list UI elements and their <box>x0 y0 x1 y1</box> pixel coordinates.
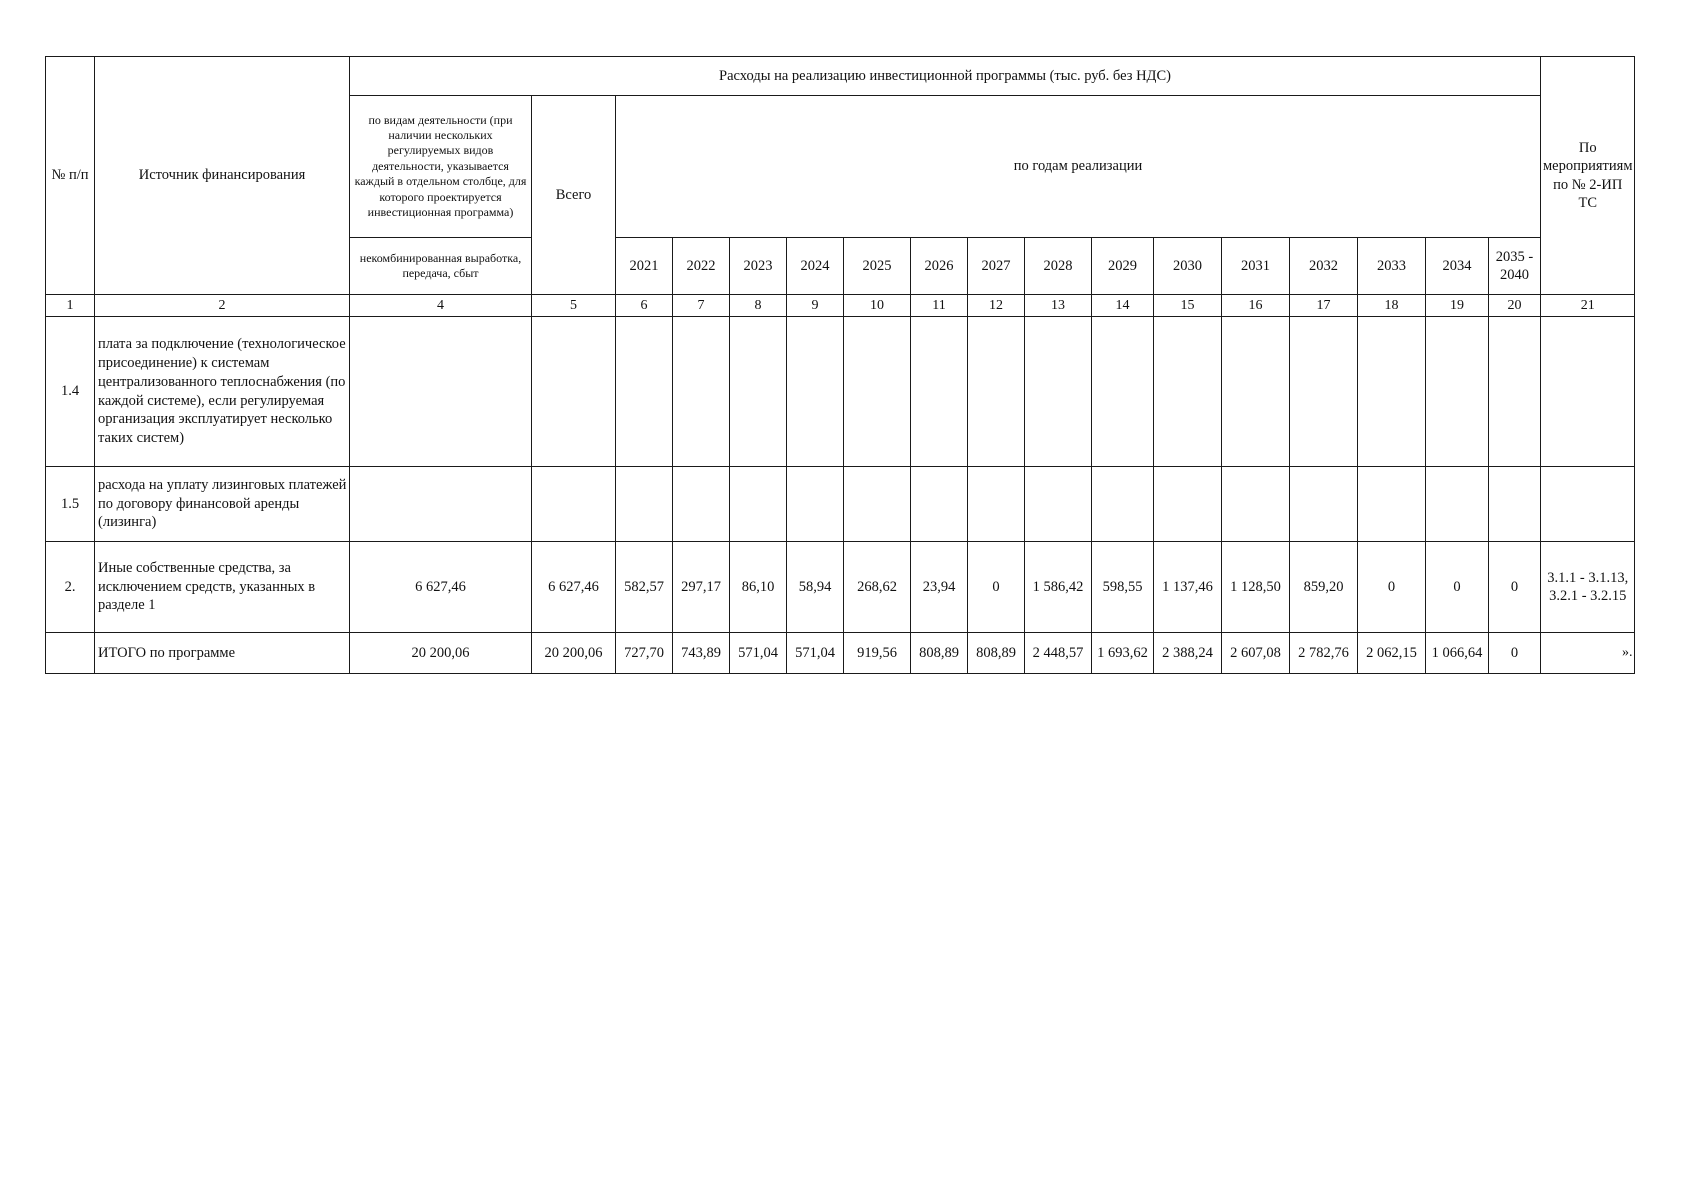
header-year-12: 2033 <box>1358 238 1426 295</box>
row-activity-value: 20 200,06 <box>350 633 532 674</box>
row-year-value <box>673 317 730 467</box>
closing-quote-mark: ». <box>1622 645 1633 660</box>
column-number: 10 <box>844 295 911 317</box>
row-measures <box>1541 467 1635 542</box>
row-num: 1.5 <box>46 467 95 542</box>
row-source: расхода на уплату лизинговых платежей по договору финансовой аренды (лизинга) <box>95 467 350 542</box>
column-number: 17 <box>1290 295 1358 317</box>
row-year-value: 808,89 <box>968 633 1025 674</box>
row-year-value <box>1290 467 1358 542</box>
row-year-value <box>616 317 673 467</box>
row-year-value <box>1290 317 1358 467</box>
row-source: ИТОГО по программе <box>95 633 350 674</box>
row-year-value <box>730 317 787 467</box>
header-year-4: 2025 <box>844 238 911 295</box>
column-number: 2 <box>95 295 350 317</box>
header-expenses: Расходы на реализацию инвестиционной программы (тыс. руб. без НДС) <box>350 57 1541 96</box>
row-year-value <box>616 467 673 542</box>
row-year-value: 268,62 <box>844 542 911 633</box>
row-year-value: 598,55 <box>1092 542 1154 633</box>
header-activity-type: некомбинированная выработка, передача, сбыт <box>350 238 532 295</box>
row-year-value <box>673 467 730 542</box>
investment-expenses-table <box>45 56 1635 674</box>
row-year-value <box>844 467 911 542</box>
row-year-value <box>1358 317 1426 467</box>
column-number: 16 <box>1222 295 1290 317</box>
row-year-value: 2 607,08 <box>1222 633 1290 674</box>
header-year-8: 2029 <box>1092 238 1154 295</box>
header-row-1 <box>46 57 1635 96</box>
row-activity-value <box>350 317 532 467</box>
row-year-value: 808,89 <box>911 633 968 674</box>
row-year-value: 582,57 <box>616 542 673 633</box>
row-year-value: 297,17 <box>673 542 730 633</box>
row-year-value <box>911 467 968 542</box>
table-row <box>46 317 1635 467</box>
header-year-14: 2035 - 2040 <box>1489 238 1541 295</box>
header-year-10: 2031 <box>1222 238 1290 295</box>
header-year-6: 2027 <box>968 238 1025 295</box>
column-number: 13 <box>1025 295 1092 317</box>
column-number: 20 <box>1489 295 1541 317</box>
header-year-13: 2034 <box>1426 238 1489 295</box>
header-year-11: 2032 <box>1290 238 1358 295</box>
row-year-value <box>1154 317 1222 467</box>
row-year-value: 1 137,46 <box>1154 542 1222 633</box>
row-total-value <box>532 317 616 467</box>
row-year-value: 0 <box>1489 542 1541 633</box>
row-year-value: 2 062,15 <box>1358 633 1426 674</box>
row-total-value <box>532 467 616 542</box>
header-year-1: 2022 <box>673 238 730 295</box>
row-year-value <box>1025 317 1092 467</box>
header-year-2: 2023 <box>730 238 787 295</box>
row-total-value: 20 200,06 <box>532 633 616 674</box>
row-year-value <box>1489 467 1541 542</box>
column-number: 6 <box>616 295 673 317</box>
column-number: 1 <box>46 295 95 317</box>
row-year-value <box>844 317 911 467</box>
column-number: 15 <box>1154 295 1222 317</box>
row-year-value: 571,04 <box>787 633 844 674</box>
row-year-value: 0 <box>1358 542 1426 633</box>
header-year-9: 2030 <box>1154 238 1222 295</box>
header-year-0: 2021 <box>616 238 673 295</box>
row-year-value: 2 388,24 <box>1154 633 1222 674</box>
header-total: Всего <box>532 96 616 295</box>
column-number: 9 <box>787 295 844 317</box>
row-source: Иные собственные средства, за исключением средств, указанных в разделе 1 <box>95 542 350 633</box>
row-year-value: 23,94 <box>911 542 968 633</box>
row-year-value: 727,70 <box>616 633 673 674</box>
header-activity: по видам деятельности (при наличии нескольких регулируемых видов деятельности, указывается каждый в отдельном столбце, для которого проектируется инвестиционная программа) <box>350 96 532 238</box>
column-number: 11 <box>911 295 968 317</box>
column-number-row <box>46 295 1635 317</box>
header-measures: По мероприятиям по № 2-ИП ТС <box>1541 57 1635 295</box>
row-total-value: 6 627,46 <box>532 542 616 633</box>
row-year-value: 1 693,62 <box>1092 633 1154 674</box>
row-year-value <box>1426 317 1489 467</box>
row-year-value <box>1489 317 1541 467</box>
row-year-value: 919,56 <box>844 633 911 674</box>
row-year-value: 0 <box>1489 633 1541 674</box>
column-number: 8 <box>730 295 787 317</box>
row-activity-value <box>350 467 532 542</box>
row-year-value: 86,10 <box>730 542 787 633</box>
row-num: 2. <box>46 542 95 633</box>
row-year-value <box>1426 467 1489 542</box>
row-year-value: 1 128,50 <box>1222 542 1290 633</box>
header-year-5: 2026 <box>911 238 968 295</box>
header-year-3: 2024 <box>787 238 844 295</box>
row-year-value: 2 782,76 <box>1290 633 1358 674</box>
row-year-value <box>968 317 1025 467</box>
row-year-value <box>1092 317 1154 467</box>
row-year-value: 2 448,57 <box>1025 633 1092 674</box>
header-source: Источник финансирования <box>95 57 350 295</box>
table-row <box>46 542 1635 633</box>
row-year-value: 743,89 <box>673 633 730 674</box>
row-year-value <box>787 467 844 542</box>
row-year-value <box>730 467 787 542</box>
row-year-value <box>968 467 1025 542</box>
column-number: 14 <box>1092 295 1154 317</box>
row-year-value <box>911 317 968 467</box>
column-number: 4 <box>350 295 532 317</box>
row-num: 1.4 <box>46 317 95 467</box>
row-year-value: 0 <box>968 542 1025 633</box>
column-number: 19 <box>1426 295 1489 317</box>
row-measures: 3.1.1 - 3.1.13, 3.2.1 - 3.2.15 <box>1541 542 1635 633</box>
row-year-value: 1 066,64 <box>1426 633 1489 674</box>
header-by-years: по годам реализации <box>616 96 1541 238</box>
column-number: 7 <box>673 295 730 317</box>
row-year-value: 859,20 <box>1290 542 1358 633</box>
table-row <box>46 467 1635 542</box>
header-year-7: 2028 <box>1025 238 1092 295</box>
column-number: 21 <box>1541 295 1635 317</box>
column-number: 5 <box>532 295 616 317</box>
row-year-value <box>787 317 844 467</box>
row-year-value <box>1222 467 1290 542</box>
row-year-value <box>1025 467 1092 542</box>
row-year-value: 0 <box>1426 542 1489 633</box>
row-year-value: 571,04 <box>730 633 787 674</box>
column-number: 12 <box>968 295 1025 317</box>
row-year-value: 1 586,42 <box>1025 542 1092 633</box>
row-year-value <box>1222 317 1290 467</box>
row-num <box>46 633 95 674</box>
row-measures <box>1541 317 1635 467</box>
row-year-value <box>1154 467 1222 542</box>
row-year-value <box>1092 467 1154 542</box>
header-num: № п/п <box>46 57 95 295</box>
column-number: 18 <box>1358 295 1426 317</box>
row-year-value: 58,94 <box>787 542 844 633</box>
row-activity-value: 6 627,46 <box>350 542 532 633</box>
row-measures <box>1541 633 1635 674</box>
row-source: плата за подключение (технологическое присоединение) к системам централизованного теплоснабжения (по каждой системе), если регулируемая организация эксплуатирует несколько таких систем) <box>95 317 350 467</box>
table-row <box>46 633 1635 674</box>
row-year-value <box>1358 467 1426 542</box>
